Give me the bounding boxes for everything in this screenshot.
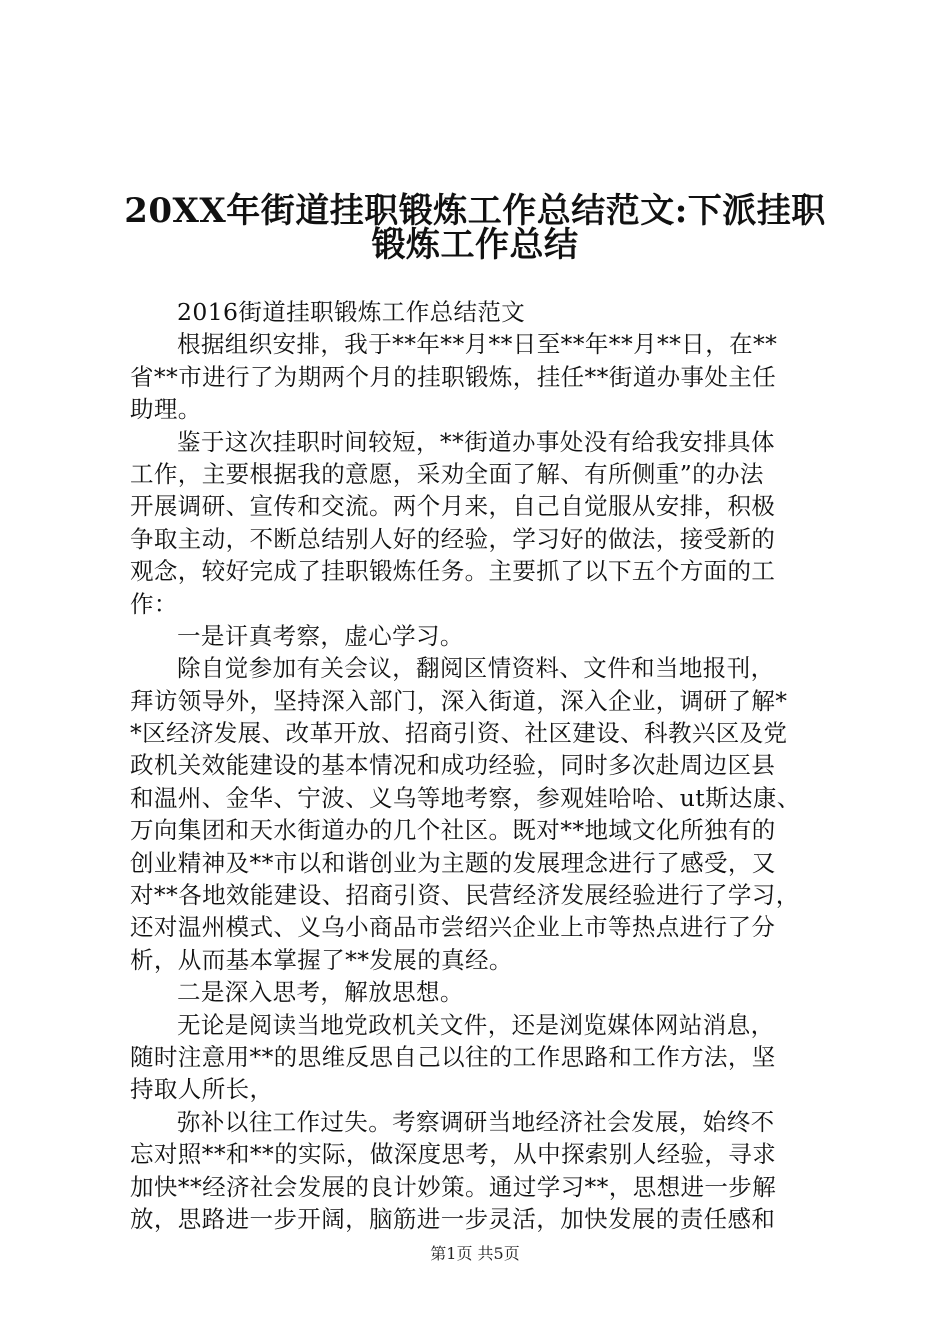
body-text-line: 政机关效能建设的基本情况和成功经验，同时多次赴周边区县 <box>130 751 776 780</box>
body-text-line: 和温州、金华、宁波、义乌等地考察，参观娃哈哈、ut斯达康、 <box>130 783 801 812</box>
body-text-line: 随时注意用**的思维反思自己以往的工作思路和工作方法，坚 <box>130 1042 776 1071</box>
body-text-line: 万向集团和天水街道办的几个社区。既对**地域文化所独有的 <box>130 816 776 845</box>
body-text-line: 省**市进行了为期两个月的挂职锻炼，挂任**街道办事处主任 <box>130 362 777 391</box>
body-text-line: 观念，较好完成了挂职锻炼任务。主要抓了以下五个方面的工 <box>130 557 776 586</box>
body-text-line: *区经济发展、改革开放、招商引资、社区建设、科教兴区及党 <box>130 719 788 748</box>
body-text-line: 无论是阅读当地党政机关文件，还是浏览媒体网站消息， <box>177 1010 775 1039</box>
body-text-line: 二是深入思考，解放思想。 <box>177 978 464 1007</box>
page-footer: 第1页 共5页 <box>430 1244 520 1263</box>
body-text-line: 工作，主要根据我的意愿，采劝全面了解、有所侧重”的办法 <box>130 459 764 488</box>
body-text-line: 忘对照**和**的实际，做深度思考，从中探索别人经验，寻求 <box>130 1140 777 1169</box>
document-title-line-1: 20XX年街道挂职锻炼工作总结范文:下派挂职 <box>124 191 826 231</box>
body-text-line: 析，从而基本掌握了**发展的真经。 <box>130 945 513 974</box>
body-text-line: 还对温州模式、义乌小商品市尝绍兴企业上市等热点进行了分 <box>130 913 776 942</box>
body-text-line: 一是讦真考察，虚心学习。 <box>177 621 464 650</box>
body-text-line: 拜访领导外，坚持深入部门，深入街道，深入企业，调研了解* <box>130 686 788 715</box>
body-text-line: 2016街道挂职锻炼工作总结范文 <box>177 298 526 326</box>
document-body <box>130 296 830 1235</box>
body-text-line: 持取人所长， <box>130 1075 274 1104</box>
body-text-line: 助理。 <box>130 395 202 424</box>
body-text-line: 对**各地效能建设、招商引资、民营经济发展经验进行了学习， <box>130 881 800 910</box>
body-text-line: 开展调研、宣传和交流。两个月来，自己自觉服从安排，积极 <box>130 492 776 521</box>
body-text-line: 鉴于这次挂职时间较短，**街道办事处没有给我安排具体 <box>177 427 775 456</box>
body-text-line: 根据组织安排，我于**年**月**日至**年**月**日，在** <box>177 330 778 359</box>
body-text-line: 放，思路进一步开阔，脑筋进一步灵活，加快发展的责任感和 <box>130 1204 776 1233</box>
body-text-line: 争取主动，不断总结别人好的经验，学习好的做法，接受新的 <box>130 524 776 553</box>
body-text-line: 加快**经济社会发展的良计妙策。通过学习**，思想进一步解 <box>130 1172 777 1201</box>
body-text-line: 弥补以往工作过失。考察调研当地经济社会发展，始终不 <box>177 1107 775 1136</box>
document-title-line-2: 锻炼工作总结 <box>371 225 579 265</box>
body-text-line: 除自觉参加有关会议，翻阅区情资料、文件和当地报刊， <box>177 654 775 683</box>
body-text-line: 创业精神及**市以和谐创业为主题的发展理念进行了感受，又 <box>130 848 776 877</box>
body-text-line: 作： <box>130 589 178 618</box>
